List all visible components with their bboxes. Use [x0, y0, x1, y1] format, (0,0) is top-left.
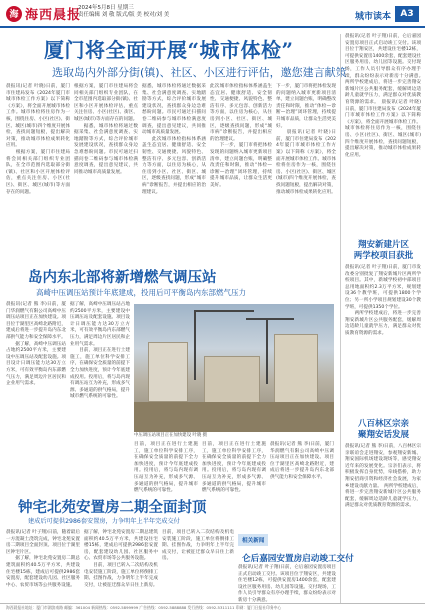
page-number-badge: A3	[395, 6, 419, 22]
story1-column-3: 据悉，城市体检将通过数据采集、社会满意度调查、实地踏勘等方式，综合评价城市发展建设状况，查找群众身边急难愁盼问题。市民可通过扫描问卷二维码参与城市体检满意度调查，提出意见建议，共同推动城市高质量发展。 此次城市体检指标体系涵盖生态宜居、健康舒适、安全韧性、交通便捷、风貌特色、整洁有序、多元包容、创新活力等方面，以住房为核心，从住房到小区、社区、街区、城区，逐级查找问题，形成“城市病”诊断报告，并提出相应的治理建议。	[142, 84, 206, 195]
headline-city-checkup: 厦门将全面开展“城市体检”	[44, 38, 294, 62]
subheadline-gas-station: 高崎中压调压站预计年底建成，投用后可平衡岛内东部燃气压力	[36, 288, 246, 297]
subheadline-resettlement-housing: 建成后可提供2986套安置房，力争明年上半年完成交付	[28, 518, 180, 525]
story3-column-3: 目前，项目已转入二次结构及机电安装施工阶段，施工单位将倒排工期、挂图作战，力争明年上半年完成交付，让被征迁群众早日住上新房。	[162, 530, 234, 562]
story2-column-2: 据了解，高崎中压调压站占地约2500平方米，主要建设中压调压站及配套设施。项目设计日调压能力达30万立方米，可有效平衡岛内东部燃气压力，满足周边片区居民和企业用气需求。 目前，项目正在进行土建施工，施工单位科学安排工序，在确保安全质量的前提下全力加快进度，预计今年底建成投用。投用后，将与岛内现有调压站互为补充，形成多气源、多通道的供气格局，提升城市燃气系统的可靠性。	[70, 302, 130, 400]
sidebar-clan-text: 晨报讯(记者 熊 李)日前，八百林区宗亲联谊会走进翔安，参观翔安新城、翔安国际机场建设现场等，感受翔安近年来的发展变化。宗亲们表示，将积极发挥自身优势，牵线搭桥，助力翔安招商引资和经济社会发展，为家乡建设贡献力量。 两所学校建成后，将进一步完善翔安新城片区公共服务配套，缓解周边适龄儿童就学压力，满足群众对优质教育资源的需求。	[345, 444, 421, 509]
headline-resettlement-housing: 钟宅北苑安置房二期全面封顶	[18, 499, 207, 516]
logo-mark-icon: 海	[6, 6, 22, 22]
logo-text: 海西晨报	[25, 8, 82, 23]
section-name: 城市读本	[354, 12, 391, 22]
headline-lunhou-handover: 仑后嘉园安置房启动竣工交付	[242, 554, 354, 564]
story2-column-3: 目前，项目正在进行土建施工，施工单位科学安排工序，在确保安全质量的前提下全力加快进度，预计今年底建成投用。投用后，将与岛内现有调压站互为补充，形成多气源、多通道的供气格局，提升城市燃气系统的可靠性。	[134, 442, 198, 494]
story2-column-1: 晨报讯(记者 熊 李)日前，厦门华润燃气有限公司高崎中压调压站项目正在加快建设。项目位于湖里区高崎北路附近，建成后将进一步提升岛内东北部供气能力和安全保障水平。 据了解，高崎中压调压站占地约2500平方米，主要建设中压调压站及配套设施。项目设计日调压能力达30万立方米，可有效平衡岛内东部燃气压力，满足周边片区居民和企业用气需求。	[6, 302, 66, 387]
construction-photo	[134, 304, 334, 432]
sidebar-intro-text: 晨报讯(记者 叶子翔)日前，仑后嘉园安置房项目正式启动竣工交付。该项目位于翔安区，共建设住宅楼12栋，可提供安置房1400余套，配套建设社区服务用房、幼儿园等设施。交付现场，工作人员引导群众有序办理手续，群众纷纷表示对新房十分满意。 两所学校建成后，将进一步完善翔安新城片区公共服务配套，缓解周边适龄儿童就学压力，满足群众对优质教育资源的需求。 晨报讯(记者 叶晓)日前，厦门市住建局发布《2024年厦门市城市体检工作方案》以下简称《方案》，将全面开展城市体检工作。城市体检将住房作为一核，围绕住房、小区(社区)、街区、城区(城市)四个维度开展体检，查找问题短板，提出解决对策，推动城市体检成果转化应用。	[345, 34, 422, 158]
story1-column-2: 根据方案，厦门市住建局将会同相关部门组织专业团队，在全市范围内选取部分街(镇)、社区和小区开展体检评估，重点关注住房、小区(社区)、街区、城区(城市)等方面存在的问题。 据悉，城市体检将通过数据采集、社会满意度调查、实地踏勘等方式，综合评价城市发展建设状况，查找群众身边急难愁盼问题。市民可通过扫描问卷二维码参与城市体检满意度调查，提出意见建议，共同推动城市高质量发展。	[74, 84, 138, 175]
sidebar-headline-school: 翔安新建片区 两学校项目获批	[353, 240, 414, 261]
newspaper-logo	[6, 4, 81, 23]
story1-column-1: 晨报讯(记者 叶晓)日前，厦门市住建局发布《2024年厦门市城市体检工作方案》以下简称《方案》，将全面开展城市体检工作。城市体检将住房作为一核，围绕住房、小区(社区)、街区、城区(城市)四个维度开展体检，查找问题短板，提出解决对策，推动城市体检成果转化应用。 根据方案，厦门市住建局将会同相关部门组织专业团队，在全市范围内选取部分街(镇)、社区和小区开展体检评估，重点关注住房、小区(社区)、街区、城区(城市)等方面存在的问题。	[6, 84, 70, 195]
story1-column-4: 此次城市体检指标体系涵盖生态宜居、健康舒适、安全韧性、交通便捷、风貌特色、整洁有序、多元包容、创新活力等方面，以住房为核心，从住房到小区、社区、街区、城区，逐级查找问题，形成“城市病”诊断报告，并提出相应的治理建议。 下一步，厦门市将把体检发现的问题纳入城市更新项目清单，建立问题台账，明确整改责任和时限，推动“体检—诊断—治理”闭环管理，持续提升城市品质，让群众生活更美好。	[210, 84, 272, 188]
issue-date	[78, 5, 169, 19]
date-line: 2024年5月8日 星期三	[78, 5, 134, 11]
subheadline-city-checkup: 选取岛内外部分街(镇)、社区、小区进行评估，邀您建言献策	[52, 66, 347, 79]
sidebar-column	[340, 34, 422, 604]
story4-body: 晨报讯(记者 叶子翔)日前，仑后嘉园安置房项目正式启动竣工交付。该项目位于翔安区，共建设住宅楼12栋，可提供安置房1400余套，配套建设社区服务用房、幼儿园等设施。交付现场，工作人员引导群众有序办理手续，群众纷纷表示对新房十分满意。	[238, 565, 336, 603]
story3-column-2: 据了解，钟宅北苑安置房二期总建筑面积约40.5万平方米，共建设住宅楼15栋，建成后可提供2986套安置房，配套建设幼儿园、社区服务中心、农贸市场等公共服务设施。 目前，项目已转入二次结构及机电安装施工阶段，施工单位将倒排工期、挂图作战，力争明年上半年完成交付，让被征迁群众早日住上新房。	[84, 530, 158, 588]
masthead	[0, 0, 425, 28]
sidebar-headline-clan: 八百林区宗亲 聚翔安话发展	[357, 419, 409, 440]
story2-column-4: 目前，项目正在进行土建施工，施工单位科学安排工序，在确保安全质量的前提下全力加快进度，预计今年底建成投用。投用后，将与岛内现有调压站互为补充，形成多气源、多通道的供气格局，提升城市燃气系统的可靠性。	[202, 442, 266, 494]
story3-column-1: 晨报讯(记者 叶子翔)日前，随着最后一方混凝土浇筑完成，钟宅北苑安置房二期项目全面封顶。项目位于湖里区钟宅片区。 据了解，钟宅北苑安置房二期总建筑面积约40.5万平方米，共建设住宅楼15栋，建成后可提供2986套安置房，配套建设幼儿园、社区服务中心、农贸市场等公共服务设施。	[6, 530, 80, 588]
page-footer: 海西晨报社地址：厦门市湖滨南路 邮编：361004 新闻热线：0592-5899999 广告热线：0592-5888888 发行热线：0592-5311111 印刷：厦门日报社印务中心	[0, 603, 425, 611]
editor-line: 责任编辑 刘 敬 版式/版 美 校对/刘 美	[78, 12, 170, 18]
story2-column-5: 晨报讯(记者 熊 李)日前，厦门华润燃气有限公司高崎中压调压站项目正在加快建设。项目位于湖里区高崎北路附近，建成后将进一步提升岛内东北部供气能力和安全保障水平。	[270, 442, 334, 480]
story1-column-5: 下一步，厦门市将把体检发现的问题纳入城市更新项目清单，建立问题台账，明确整改责任和时限，推动“体检—诊断—治理”闭环管理，持续提升城市品质，让群众生活更美好。 晨报讯(记者 叶晓)日前，厦门市住建局发布《2024年厦门市城市体检工作方案》以下简称《方案》，将全面开展城市体检工作。城市体检将住房作为一核，围绕住房、小区(社区)、街区、城区(城市)四个维度开展体检，查找问题短板，提出解决对策，推动城市体检成果转化应用。	[276, 84, 336, 195]
related-news-label: 相关新闻	[238, 534, 268, 546]
headline-gas-station: 岛内东北部将新增燃气调压站	[28, 269, 217, 286]
photo-caption: 中压调压站项目正在加快建设 叶晓 摄	[134, 433, 208, 438]
sidebar-school-text: 晨报讯(记者 叶子翔)日前，厦门市发改委分别批复了翔安新城片区两所学校项目。其中，新城学校初中部项目总用地面积约2.3万平方米，规划建设36个教学班，可提供1800个学位；另一所小学项目规划建设30个教学班，可提供1350个学位。 两所学校建成后，将进一步完善翔安新城片区公共服务配套，缓解周边适龄儿童就学压力，满足群众对优质教育资源的需求。	[345, 265, 421, 336]
related-news-tag	[238, 534, 334, 545]
